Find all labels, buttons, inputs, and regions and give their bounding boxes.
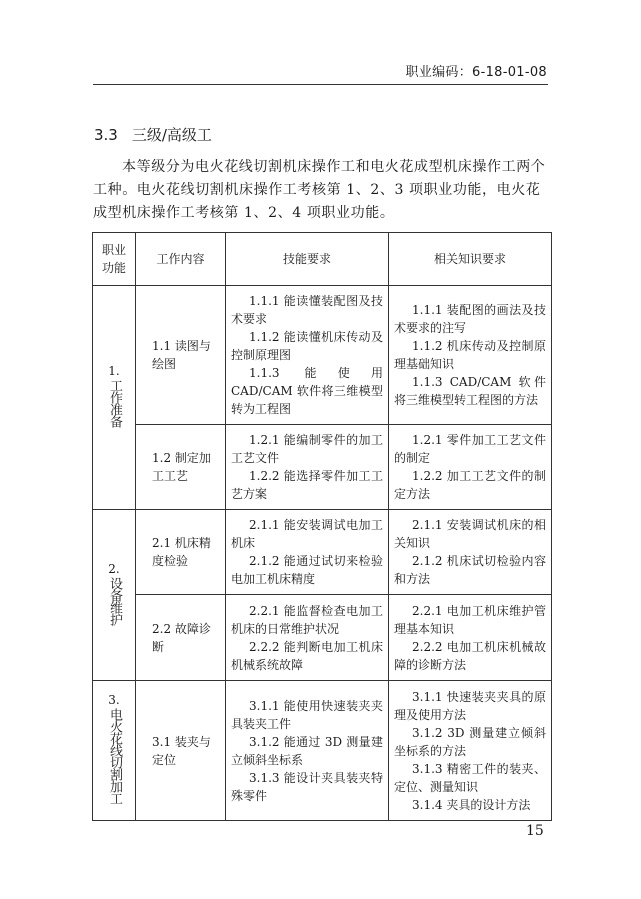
skill-item: 1.2.1 能编制零件的加工工艺文件 [231,433,383,465]
function-name: 设备维护 [107,576,122,625]
skills-cell [226,681,389,821]
skill-item: 2.1.2 能通过试切来检验电加工机床精度 [231,554,383,586]
skill-item: 1.2.2 能选择零件加工工艺方案 [231,469,383,501]
skill-item: 3.1.3 能设计夹具装夹特殊零件 [231,770,383,803]
skill-item: 3.1.1 能使用快速装夹夹具装夹工件 [231,698,383,731]
header-skills: 技能要求 [226,233,389,286]
skill-item: 1.1.1 能读懂装配图及技术要求 [231,294,383,326]
intro-paragraph: 本等级分为电火花线切割机床操作工和电火花成型机床操作工两个工种。电火花线切割机床操作工考核第 1、2、3 项职业功能，电火花成型机床操作工考核第 1、2、4 项职业功能。 [93,159,546,221]
skills-table [92,232,552,821]
section-heading [94,124,212,145]
skills-cell [226,425,389,510]
knowledge-item: 3.1.1 快速装夹夹具的原理及使用方法 [394,689,546,722]
knowledge-item: 3.1.2 3D 测量建立倾斜坐标系的方法 [394,725,546,758]
knowledge-item: 1.1.3 CAD/CAM 软件将三维模型转工程图的方法 [394,375,546,407]
knowledge-cell [389,425,552,510]
knowledge-item: 3.1.3 精密工件的装夹、定位、测量知识 [394,761,546,794]
knowledge-cell [389,595,552,681]
header-rule [93,84,548,85]
skills-cell [226,286,389,425]
content-cell: 2.1 机床精度检验 [136,510,226,595]
occupation-code: 职业编码：6-18-01-08 [405,65,547,80]
function-number: 3. [108,693,120,707]
header-function: 职业功能 [93,233,136,286]
knowledge-item: 2.2.1 电加工机床维护管理基本知识 [394,603,546,636]
knowledge-cell [389,510,552,595]
knowledge-item: 1.2.2 加工工艺文件的制定方法 [394,469,546,501]
function-cell [93,286,136,510]
content-cell: 2.2 故障诊断 [136,595,226,681]
table-row [93,681,552,821]
skill-item: 3.1.2 能通过 3D 测量建立倾斜坐标系 [231,734,383,767]
table-header-row [93,233,552,286]
knowledge-item: 2.1.2 机床试切检验内容和方法 [394,554,546,586]
function-name: 工作准备 [107,379,122,427]
skill-item: 2.2.2 能判断电加工机床机械系统故障 [231,639,383,672]
function-number: 1. [108,364,120,378]
knowledge-item: 3.1.4 夹具的设计方法 [412,797,531,812]
content-cell: 1.2 制定加工工艺 [136,425,226,510]
knowledge-item: 1.1.2 机床传动及控制原理基础知识 [394,339,546,371]
page-number: 15 [526,823,544,839]
function-number: 2. [108,561,120,576]
skills-cell [226,510,389,595]
skill-item: 2.2.1 能监督检查电加工机床的日常维护状况 [231,603,383,636]
skill-item: 2.1.1 能安装调试电加工机床 [231,518,383,550]
table-row [93,425,552,510]
table-row [93,510,552,595]
skill-item: 1.1.2 能读懂机床传动及控制原理图 [231,330,383,362]
table-row [93,595,552,681]
function-name: 电火花线切割加工 [107,708,122,804]
table-row [93,286,552,425]
section-number: 3.3 [94,126,118,144]
skills-cell [226,595,389,681]
function-cell [93,510,136,681]
knowledge-cell [389,286,552,425]
skill-item: 1.1.3 能使用 CAD/CAM 软件将三维模型转为工程图 [231,366,383,416]
content-cell: 3.1 装夹与定位 [136,681,226,821]
knowledge-item: 2.2.2 电加工机床机械故障的诊断方法 [394,639,546,672]
knowledge-cell [389,681,552,821]
knowledge-item: 1.1.1 装配图的画法及技术要求的注写 [394,303,546,335]
knowledge-item: 2.1.1 安装调试机床的相关知识 [394,518,546,550]
function-cell [93,681,136,821]
section-title: 三级/高级工 [131,126,212,144]
header-content: 工作内容 [136,233,226,286]
content-cell: 1.1 读图与绘图 [136,286,226,425]
knowledge-item: 1.2.1 零件加工工艺文件的制定 [394,433,546,465]
header-knowledge: 相关知识要求 [389,233,552,286]
